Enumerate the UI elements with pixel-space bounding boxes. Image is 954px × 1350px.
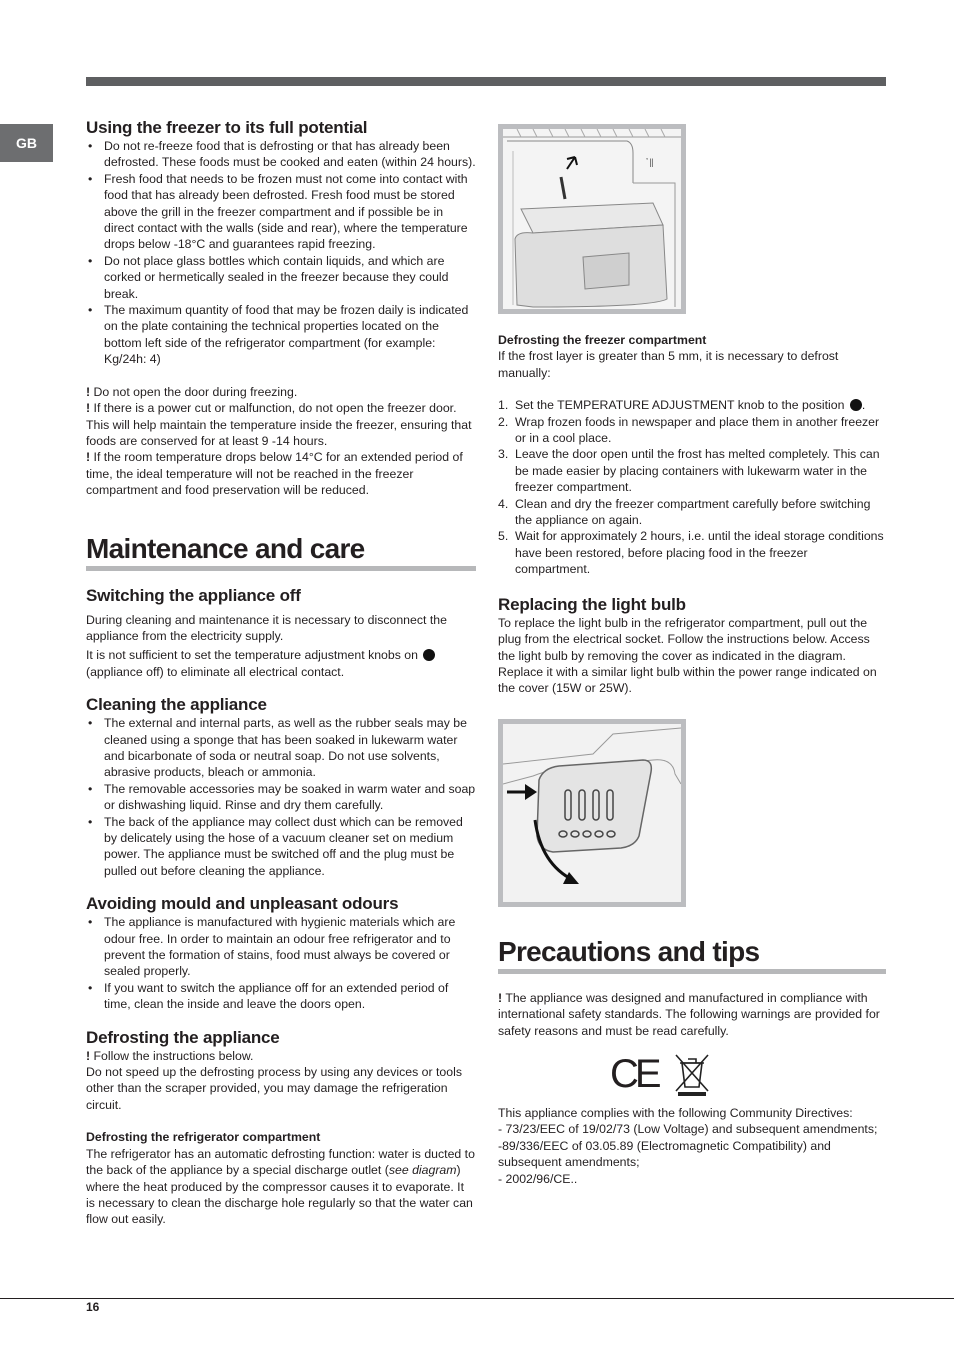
bulb-heading: Replacing the light bulb: [498, 594, 686, 614]
text: It is not sufficient to set the temperature adjustment knobs on: [86, 648, 418, 663]
text: ) where the heat produced by the compressor causes it to evaporate. It is necessary to clean the discharge hole regularly so that the water can flow out easily.: [86, 1163, 473, 1227]
step-text: Leave the door open until the frost has melted completely. This can be made easier by placing containers with lukewarm water in the freezer compartment.: [515, 447, 880, 495]
paragraph: If the frost layer is greater than 5 mm, it is necessary to defrost manually:: [498, 349, 839, 380]
filled-circle-icon: [423, 649, 435, 661]
mould-heading: Avoiding mould and unpleasant odours: [86, 894, 399, 914]
directive: - 73/23/EEC of 19/02/73 (Low Voltage) and subsequent amendments;: [498, 1122, 878, 1137]
warning-mark: !: [86, 1048, 91, 1063]
note-text: If there is a power cut or malfunction, do not open the freezer door. This will help maintain the temperature inside the freezer, ensuring that foods are conserved for at least 9 -14 hours.: [86, 401, 472, 448]
text: The refrigerator has an automatic defrosting function: water is ducted to the back of the appliance by a special discharge outlet (: [86, 1146, 475, 1178]
step-text: Wrap frozen foods in newspaper and place them in another freezer or in a cool place.: [515, 414, 880, 446]
mould-bullets: [86, 914, 476, 1012]
list-item: • The external and internal parts, as well as the rubber seals may be cleaned using a sponge that has been soaked in lukewarm water and bicarbonate of soda or neutral soap. Do not use solvents, abrasive products, bleach or ammonia.: [86, 715, 476, 781]
note: [86, 384, 476, 400]
step-number: 2.: [498, 414, 509, 429]
note-text: If the room temperature drops below 14°C for an extended period of time, the ideal temperature will not be reached in the freezer compartment and food preservation will be reduced.: [86, 450, 463, 498]
light-cover-illustration-icon: [503, 724, 681, 902]
warning-mark: !: [86, 450, 91, 465]
step-number: 1.: [498, 398, 509, 413]
note: [86, 400, 476, 449]
defrosting-heading: Defrosting the appliance: [86, 1027, 280, 1047]
text: (appliance off) to eliminate all electrical contact.: [86, 664, 345, 679]
header-bar: [86, 77, 886, 86]
list-item: • Fresh food that needs to be frozen must not come into contact with food that has already been defrosted. Fresh food must be stored above the grill in the freezer compartment and if possible be in direct contact with the walls (side and rear), where the temperature drops below -18°C and guarantees rapid freezing.: [86, 171, 476, 253]
paragraph: This appliance complies with the following Community Directives:: [498, 1105, 853, 1120]
paragraph: During cleaning and maintenance it is necessary to disconnect the appliance from the electricity supply.: [86, 612, 447, 643]
list-item: • The maximum quantity of food that may be frozen daily is indicated on the plate containing the technical properties located on the bottom left side of the refrigerator compartment (for example: Kg/24h: 4): [86, 302, 476, 368]
step-number: 3.: [498, 447, 509, 462]
note-text: The appliance was designed and manufactured in compliance with international safety standards. The following warnings are provided for safety reasons and must be read carefully.: [498, 990, 880, 1038]
page-number: 16: [86, 1300, 100, 1314]
light-bulb-diagram: [498, 719, 686, 907]
list-item: [498, 496, 886, 529]
list-item: • If you want to switch the appliance off for an extended period of time, clean the inside and leave the doors open.: [86, 980, 476, 1013]
warning-mark: !: [498, 990, 503, 1005]
cleaning-bullets: [86, 715, 476, 879]
list-item: • Do not re-freeze food that is defrosting or that has already been defrosted. These foods must be cooked and eaten (within 24 hours).: [86, 138, 476, 171]
note: [86, 1048, 476, 1064]
paragraph: [86, 1146, 476, 1228]
list-item: • The removable accessories may be soaked in warm water and soap or dishwashing liquid. Rinse and dry them carefully.: [86, 781, 476, 814]
step-number: 4.: [498, 496, 509, 511]
note-text: Follow the instructions below.: [93, 1048, 254, 1063]
freezer-defrost-heading: Defrosting the freezer compartment: [498, 333, 707, 347]
note-text: Do not open the door during freezing.: [93, 384, 298, 399]
footer-rule: [0, 1298, 954, 1299]
crossed-bin-icon: [672, 1051, 712, 1097]
note: [498, 990, 886, 1039]
freezer-bullets: [86, 138, 476, 368]
right-column: [498, 124, 886, 1187]
step-text: Wait for approximately 2 hours, i.e. until the ideal storage conditions have been restored, before placing food in the freezer compartment.: [515, 529, 884, 577]
switch-off-heading: Switching the appliance off: [86, 585, 301, 605]
left-column: [86, 117, 476, 1228]
list-item: • Do not place glass bottles which contain liquids, and which are corked or hermetically sealed in the freezer because they could break.: [86, 253, 476, 302]
filled-circle-icon: [850, 399, 862, 411]
paragraph: To replace the light bulb in the refrigerator compartment, pull out the plug from the electrical socket. Follow the instructions below. Access the light bulb by removing the cover as indicated in the diagram. Replace it with a similar light bulb within the power range indicated on the cover (15W or 25W).: [498, 615, 877, 696]
step-number: 5.: [498, 529, 509, 544]
list-item: • The back of the appliance may collect dust which can be removed by delicately using the hose of a vacuum cleaner set on medium power. The appliance must be switched off and the plug must be pulled out before cleaning the appliance.: [86, 814, 476, 880]
freezer-heading: Using the freezer to its full potential: [86, 118, 368, 137]
paragraph: [86, 647, 476, 680]
fridge-defrost-heading: Defrosting the refrigerator compartment: [86, 1130, 321, 1145]
maintenance-title: Maintenance and care: [86, 532, 476, 571]
freezer-illustration-icon: [503, 129, 681, 309]
language-tab: GB: [0, 124, 53, 162]
text: see diagram: [388, 1163, 457, 1178]
precautions-title: Precautions and tips: [498, 935, 886, 974]
defrost-steps: [498, 397, 886, 577]
warning-mark: !: [86, 384, 91, 399]
freezer-diagram: [498, 124, 686, 314]
list-item: [498, 414, 886, 447]
directive: - 2002/96/CE..: [498, 1171, 578, 1186]
compliance-marks: [498, 1047, 886, 1101]
paragraph: Do not speed up the defrosting process by using any devices or tools other than the scraper provided, you may damage the refrigeration circuit.: [86, 1065, 462, 1112]
warning-mark: !: [86, 401, 91, 416]
step-text: Set the TEMPERATURE ADJUSTMENT knob to the position: [515, 398, 845, 413]
list-item: • The appliance is manufactured with hygienic materials which are odour free. In order to maintain an odour free refrigerator and to prevent the formation of stains, food must always be covered or sealed properly.: [86, 914, 476, 980]
ce-mark: CE: [610, 1051, 658, 1096]
svg-text:᾿‖: ᾿‖: [645, 156, 654, 170]
list-item: 1. Set the TEMPERATURE ADJUSTMENT knob to the position .: [498, 398, 866, 413]
list-item: [498, 446, 886, 495]
list-item: [498, 528, 886, 577]
directive: -89/336/EEC of 03.05.89 (Electromagnetic Compatibility) and subsequent amendments;: [498, 1138, 831, 1170]
step-text: Clean and dry the freezer compartment carefully before switching the appliance on again.: [515, 496, 871, 528]
note: [86, 449, 476, 498]
cleaning-heading: Cleaning the appliance: [86, 695, 267, 715]
